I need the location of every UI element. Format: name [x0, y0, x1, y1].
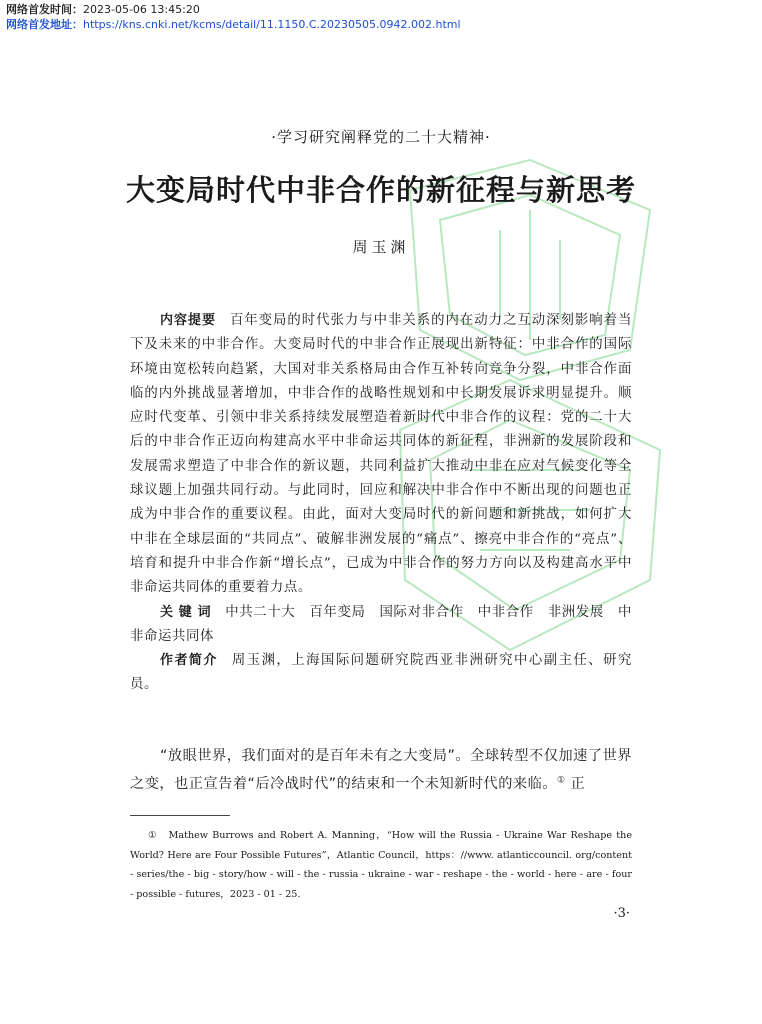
footnote-text: Mathew Burrows and Robert A. Manning，“How will the Russia - Ukraine War Reshape the World? Here are Four Possible Futures”，Atlantic Council，https：//www. atlanticcouncil. org/content - series/the - big - story/how - will - the - russia - ukraine - war - reshape - the - world - here - are - four - possible - futures，2023 - 01 - 25.	[130, 830, 633, 900]
article-title: 大变局时代中非合作的新征程与新思考	[125, 173, 636, 207]
page-number: ·3·	[613, 906, 630, 921]
abstract-text: 百年变局的时代张力与中非关系的内在动力之互动深刻影响着当下及未来的中非合作。大变局时代的中非合作正展现出新特征：中非合作的国际环境由宽松转向趋紧，大国对非关系格局由合作互补转向竞争分裂，中非合作面临的内外挑战显著增加，中非合作的战略性规划和中长期发展诉求明显提升。顺应时代变革、引领中非关系持续发展塑造着新时代中非合作的议程：党的二十大后的中非合作正迈向构建高水平中非命运共同体的新征程，非洲新的发展阶段和发展需求塑造了中非合作的新议题，共同利益扩大推动中非在应对气候变化等全球议题上加强共同行动。与此同时，回应和解决中非合作中不断出现的问题也正成为中非合作的重要议程。由此，面对大变局时代的新问题和新挑战，如何扩大中非在全球层面的“共同点”、破解非洲发展的“痛点”、擦亮中非合作的“亮点”、培育和提升中非合作新“增长点”，已成为中非合作的努力方向以及构建高水平中非命运共同体的重要着力点。	[130, 313, 632, 596]
keyword-item: 国际对非合作	[379, 604, 464, 620]
publish-url-link[interactable]: https://kns.cnki.net/kcms/detail/11.1150.C.20230505.0942.002.html	[83, 18, 461, 31]
publish-url-label: 网络首发地址：	[6, 18, 83, 31]
keyword-item: 非洲发展	[547, 604, 604, 620]
publish-time-row	[6, 2, 461, 17]
keywords-heading: 关 键 词	[160, 604, 212, 620]
publish-time-label: 网络首发时间：	[6, 3, 83, 16]
footnote-reference[interactable]: ①	[556, 775, 566, 786]
cnki-publication-header	[6, 2, 461, 32]
abstract-paragraph	[130, 309, 632, 601]
column-label: ·学习研究阐释党的二十大精神·	[271, 128, 491, 146]
footnote-marker: ①	[148, 830, 158, 841]
article-author: 周玉渊	[352, 238, 410, 256]
footnote-divider	[130, 815, 230, 816]
body-paragraph	[130, 742, 632, 798]
author-bio-heading: 作者简介	[160, 653, 218, 669]
keyword-item: 中非合作	[477, 604, 534, 620]
body-continuation: 正	[570, 776, 586, 792]
body-section	[130, 742, 632, 798]
body-paragraph-text: “放眼世界，我们面对的是百年未有之大变局”。全球转型不仅加速了世界之变，也正宣告着“后冷战时代”的结束和一个未知新时代的来临。	[130, 748, 632, 792]
author-bio-paragraph	[130, 649, 632, 698]
keyword-item: 中共二十大	[225, 604, 296, 620]
publish-url-row	[6, 17, 461, 32]
abstract-heading: 内容提要	[160, 313, 216, 328]
keywords-paragraph	[130, 601, 632, 650]
keyword-item: 中非命运共同体	[130, 604, 632, 644]
publish-time-value: 2023-05-06 13:45:20	[83, 3, 200, 16]
abstract-section	[130, 309, 632, 698]
footnote-section	[130, 826, 632, 904]
keyword-item: 百年变局	[309, 604, 366, 620]
footnote-item	[130, 826, 632, 904]
author-bio-text: 周玉渊，上海国际问题研究院西亚非洲研究中心副主任、研究员。	[130, 653, 633, 693]
